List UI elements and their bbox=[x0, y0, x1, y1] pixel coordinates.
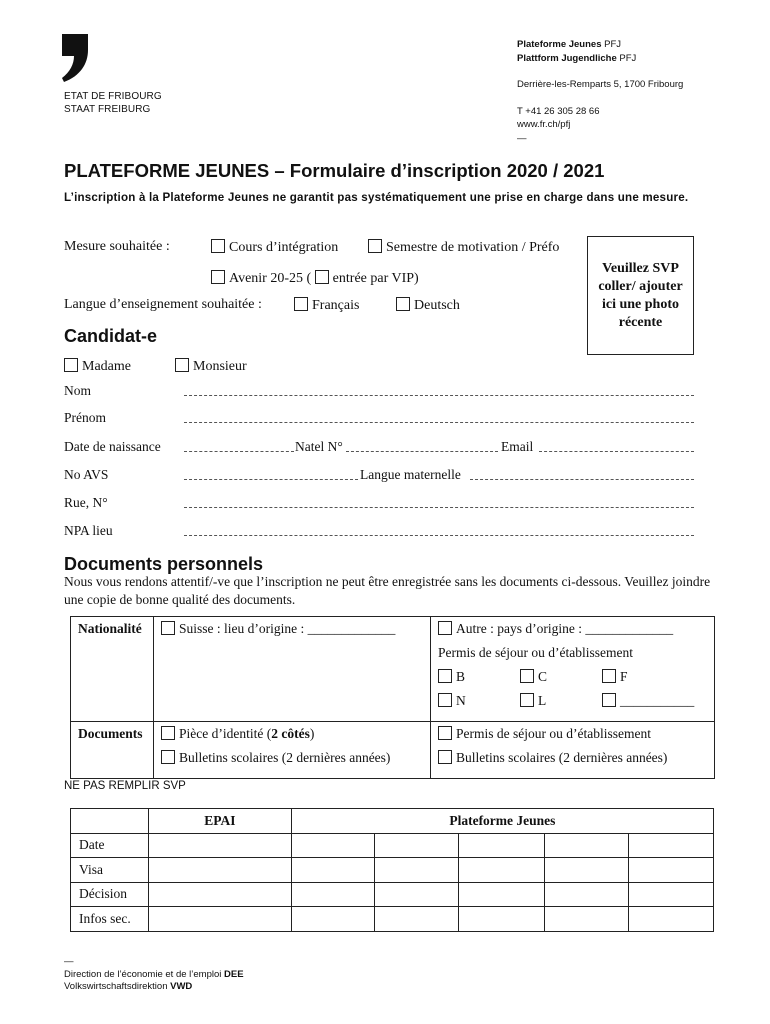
gender-madame[interactable]: Madame bbox=[64, 358, 131, 375]
permis-c[interactable]: C bbox=[520, 669, 602, 693]
permis-f[interactable]: F bbox=[602, 669, 684, 693]
checkbox-permis-other[interactable] bbox=[602, 693, 616, 707]
nom-field[interactable] bbox=[184, 386, 694, 396]
avs-label: No AVS bbox=[64, 467, 109, 482]
checkbox-monsieur[interactable] bbox=[175, 358, 189, 372]
office-header-blank bbox=[71, 809, 149, 834]
checkbox-semestre-motivation[interactable] bbox=[368, 239, 382, 253]
office-row bbox=[71, 833, 714, 858]
office-cell[interactable] bbox=[545, 882, 629, 907]
office-cell[interactable] bbox=[629, 882, 714, 907]
office-cell[interactable] bbox=[459, 882, 545, 907]
office-cell[interactable] bbox=[374, 907, 459, 932]
checkbox-permis-f[interactable] bbox=[602, 669, 616, 683]
org-line-fr: ETAT DE FRIBOURG bbox=[64, 91, 162, 102]
email-field[interactable] bbox=[539, 442, 694, 452]
office-cell[interactable] bbox=[148, 833, 291, 858]
natel-field[interactable] bbox=[346, 442, 498, 452]
checkbox-permis-c[interactable] bbox=[520, 669, 534, 683]
form-title: PLATEFORME JEUNES – Formulaire d’inscription 2020 / 2021 bbox=[64, 160, 605, 181]
checkbox-autre[interactable] bbox=[438, 621, 452, 635]
nom-label: Nom bbox=[64, 383, 91, 398]
mesure-label: Mesure souhaitée : bbox=[64, 239, 170, 254]
checkbox-permis-n[interactable] bbox=[438, 693, 452, 707]
office-cell[interactable] bbox=[148, 882, 291, 907]
contact-website[interactable]: www.fr.ch/pfj bbox=[517, 119, 571, 130]
contact-address: Derrière-les-Remparts 5, 1700 Fribourg bbox=[517, 79, 684, 90]
checkbox-deutsch[interactable] bbox=[396, 297, 410, 311]
rue-label: Rue, N° bbox=[64, 495, 108, 510]
mesure-option-semestre[interactable]: Semestre de motivation / Préfo bbox=[368, 239, 559, 256]
option-autre[interactable]: Autre : pays d’origine : _____________ bbox=[438, 621, 708, 645]
footer-line-dee: Direction de l’économie et de l’emploi DEE bbox=[64, 968, 244, 980]
candidat-heading: Candidat-e bbox=[64, 326, 158, 346]
nationalite-label: Nationalité bbox=[71, 617, 154, 722]
office-cell[interactable] bbox=[459, 907, 545, 932]
documents-autre-cell bbox=[431, 722, 715, 779]
option-piece-identite[interactable]: Pièce d’identité (2 côtés) bbox=[161, 726, 424, 750]
col-epai: EPAI bbox=[148, 809, 291, 834]
gender-monsieur[interactable]: Monsieur bbox=[175, 358, 247, 375]
footer-dash: — bbox=[64, 956, 74, 967]
email-label: Email bbox=[501, 439, 534, 454]
checkbox-avenir[interactable] bbox=[211, 270, 225, 284]
notice-text: L’inscription à la Plateforme Jeunes ne garantit pas systématiquement une prise en charge dans une mesure. bbox=[64, 191, 689, 204]
contact-phone: T +41 26 305 28 66 bbox=[517, 105, 600, 117]
checkbox-cours-integration[interactable] bbox=[211, 239, 225, 253]
organization-name bbox=[64, 90, 162, 116]
office-row bbox=[71, 907, 714, 932]
contact-dash: — bbox=[517, 132, 527, 144]
footer bbox=[64, 956, 244, 994]
office-row-label: Visa bbox=[71, 858, 149, 883]
permis-l[interactable]: L bbox=[520, 693, 602, 717]
checkbox-entree-vip[interactable] bbox=[315, 270, 329, 284]
office-cell[interactable] bbox=[148, 858, 291, 883]
option-permis-sejour[interactable]: Permis de séjour ou d’établissement bbox=[438, 726, 708, 750]
office-row-label: Infos sec. bbox=[71, 907, 149, 932]
permis-n[interactable]: N bbox=[438, 693, 520, 717]
documents-heading: Documents personnels bbox=[64, 554, 264, 574]
office-table bbox=[70, 808, 714, 932]
office-cell[interactable] bbox=[545, 858, 629, 883]
date-naissance-label: Date de naissance bbox=[64, 439, 161, 454]
checkbox-permis-b[interactable] bbox=[438, 669, 452, 683]
permis-other[interactable]: ___________ bbox=[602, 693, 684, 717]
permis-b[interactable]: B bbox=[438, 669, 520, 693]
office-row bbox=[71, 858, 714, 883]
documents-label: Documents bbox=[71, 722, 154, 779]
office-cell[interactable] bbox=[545, 833, 629, 858]
office-cell[interactable] bbox=[374, 833, 459, 858]
langue-maternelle-field[interactable] bbox=[470, 470, 694, 480]
office-row-label: Décision bbox=[71, 882, 149, 907]
office-cell[interactable] bbox=[291, 907, 374, 932]
office-cell[interactable] bbox=[374, 882, 459, 907]
checkbox-piece-identite[interactable] bbox=[161, 726, 175, 740]
office-cell[interactable] bbox=[545, 907, 629, 932]
langue-label: Langue d’enseignement souhaitée : bbox=[64, 297, 262, 312]
prenom-label: Prénom bbox=[64, 410, 106, 425]
office-cell[interactable] bbox=[291, 858, 374, 883]
col-plateforme-jeunes: Plateforme Jeunes bbox=[291, 809, 713, 834]
checkbox-permis-sejour[interactable] bbox=[438, 726, 452, 740]
permis-heading: Permis de séjour ou d’établissement bbox=[438, 645, 633, 660]
checkbox-bulletins-left[interactable] bbox=[161, 750, 175, 764]
option-suisse[interactable]: Suisse : lieu d’origine : _____________ bbox=[161, 621, 424, 645]
office-cell[interactable] bbox=[629, 833, 714, 858]
langue-option-francais[interactable]: Français bbox=[294, 297, 359, 314]
office-cell[interactable] bbox=[459, 858, 545, 883]
office-cell[interactable] bbox=[459, 833, 545, 858]
documents-row bbox=[71, 722, 715, 779]
documents-suisse-cell bbox=[154, 722, 431, 779]
fribourg-comma-logo bbox=[58, 30, 94, 82]
office-heading: NE PAS REMPLIR SVP bbox=[64, 780, 186, 792]
office-cell[interactable] bbox=[629, 907, 714, 932]
office-row-label: Date bbox=[71, 833, 149, 858]
prenom-field[interactable] bbox=[184, 413, 694, 423]
photo-box[interactable]: Veuillez SVP coller/ ajouter ici une photo récente bbox=[587, 236, 694, 355]
org-line-de: STAAT FREIBURG bbox=[64, 104, 151, 115]
npa-field[interactable] bbox=[184, 526, 694, 536]
avs-field[interactable] bbox=[184, 470, 358, 480]
office-cell[interactable] bbox=[629, 858, 714, 883]
langue-maternelle-label: Langue maternelle bbox=[360, 467, 461, 482]
footer-line-vwd: Volkswirtschaftsdirektion VWD bbox=[64, 981, 193, 992]
date-naissance-field[interactable] bbox=[184, 442, 294, 452]
natel-label: Natel N° bbox=[295, 439, 343, 454]
mesure-option-avenir[interactable]: Avenir 20-25 ( entrée par VIP) bbox=[211, 270, 419, 287]
office-row bbox=[71, 882, 714, 907]
office-cell[interactable] bbox=[148, 907, 291, 932]
npa-label: NPA lieu bbox=[64, 523, 113, 538]
documents-intro: Nous vous rendons attentif/-ve que l’inscription ne peut être enregistrée sans les documents ci-dessous. Veuillez joindre une copie de bonne qualité des documents. bbox=[64, 574, 711, 607]
contact-block bbox=[517, 38, 683, 145]
option-bulletins-left[interactable]: Bulletins scolaires (2 dernières années) bbox=[161, 750, 424, 774]
checkbox-francais[interactable] bbox=[294, 297, 308, 311]
mesure-option-cours[interactable]: Cours d’intégration bbox=[211, 239, 338, 256]
nationalite-autre-cell bbox=[431, 617, 715, 722]
office-cell[interactable] bbox=[291, 833, 374, 858]
rue-field[interactable] bbox=[184, 498, 694, 508]
option-bulletins-right[interactable]: Bulletins scolaires (2 dernières années) bbox=[438, 750, 708, 774]
nationalite-row bbox=[71, 617, 715, 722]
checkbox-madame[interactable] bbox=[64, 358, 78, 372]
documents-table bbox=[70, 616, 715, 779]
nationalite-suisse-cell bbox=[154, 617, 431, 722]
office-cell[interactable] bbox=[291, 882, 374, 907]
office-cell[interactable] bbox=[374, 858, 459, 883]
checkbox-bulletins-right[interactable] bbox=[438, 750, 452, 764]
contact-line-pjd: Plattform Jugendliche PFJ bbox=[517, 52, 637, 64]
office-header-row bbox=[71, 809, 714, 834]
checkbox-suisse[interactable] bbox=[161, 621, 175, 635]
langue-option-deutsch[interactable]: Deutsch bbox=[396, 297, 460, 314]
contact-line-pfj: Plateforme Jeunes PFJ bbox=[517, 39, 622, 50]
checkbox-permis-l[interactable] bbox=[520, 693, 534, 707]
